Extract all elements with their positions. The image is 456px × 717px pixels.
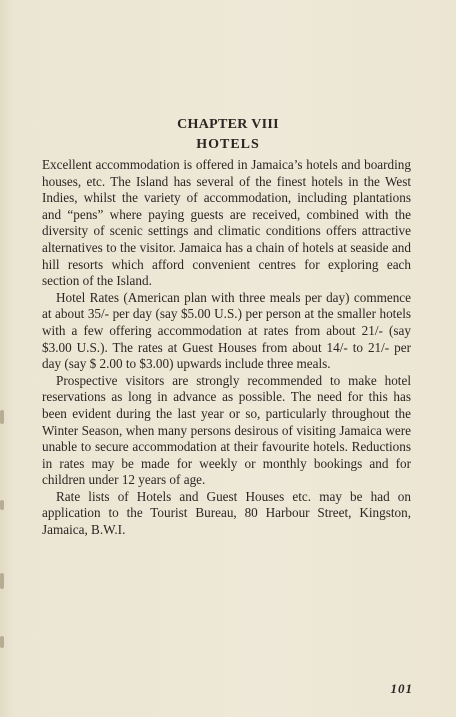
- paragraph: Hotel Rates (American plan with three meals per day) commence at about 35/- per day (say $5.00 U.S.) per person at the smaller hotels with a few offering accommodation at rates from about 21/- (say $3.00 U.S.). The rates at Guest Houses from about 14/- to 21/- per day (say $ 2.00 to $3.00) upwards include three meals.: [42, 289, 411, 372]
- page-edge-mark: [0, 500, 4, 510]
- body-text: [42, 157, 411, 539]
- section-title: HOTELS: [196, 137, 260, 152]
- page-edge-mark: [0, 573, 4, 589]
- paragraph: Rate lists of Hotels and Guest Houses etc. may be had on application to the Tourist Bureau, 80 Harbour Street, Kingston, Jamaica, B.W.I.: [42, 488, 411, 538]
- chapter-label: CHAPTER VIII: [177, 117, 279, 132]
- page-number: 101: [390, 681, 413, 696]
- paragraph: Excellent accommodation is offered in Jamaica’s hotels and boarding houses, etc. The Island has several of the finest hotels in the West Indies, whilst the variety of accommodation, including plantations and “pens” where paying guests are received, combined with the diversity of scenic settings and climatic conditions offers attractive alternatives to the visitor. Jamaica has a chain of hotels at seaside and hill resorts which afford convenient centres for exploring each section of the Island.: [42, 157, 411, 289]
- page-edge-mark: [0, 410, 4, 424]
- paragraph: Prospective visitors are strongly recommended to make hotel reservations as long in advance as possible. The need for this has been evident during the last year or so, particularly throughout the Winter Season, when many persons desirous of visiting Jamaica were unable to secure accommodation at their favourite hotels. Reductions in rates may be made for weekly or monthly bookings and for children under 12 years of age.: [42, 372, 411, 488]
- page-edge-mark: [0, 636, 4, 648]
